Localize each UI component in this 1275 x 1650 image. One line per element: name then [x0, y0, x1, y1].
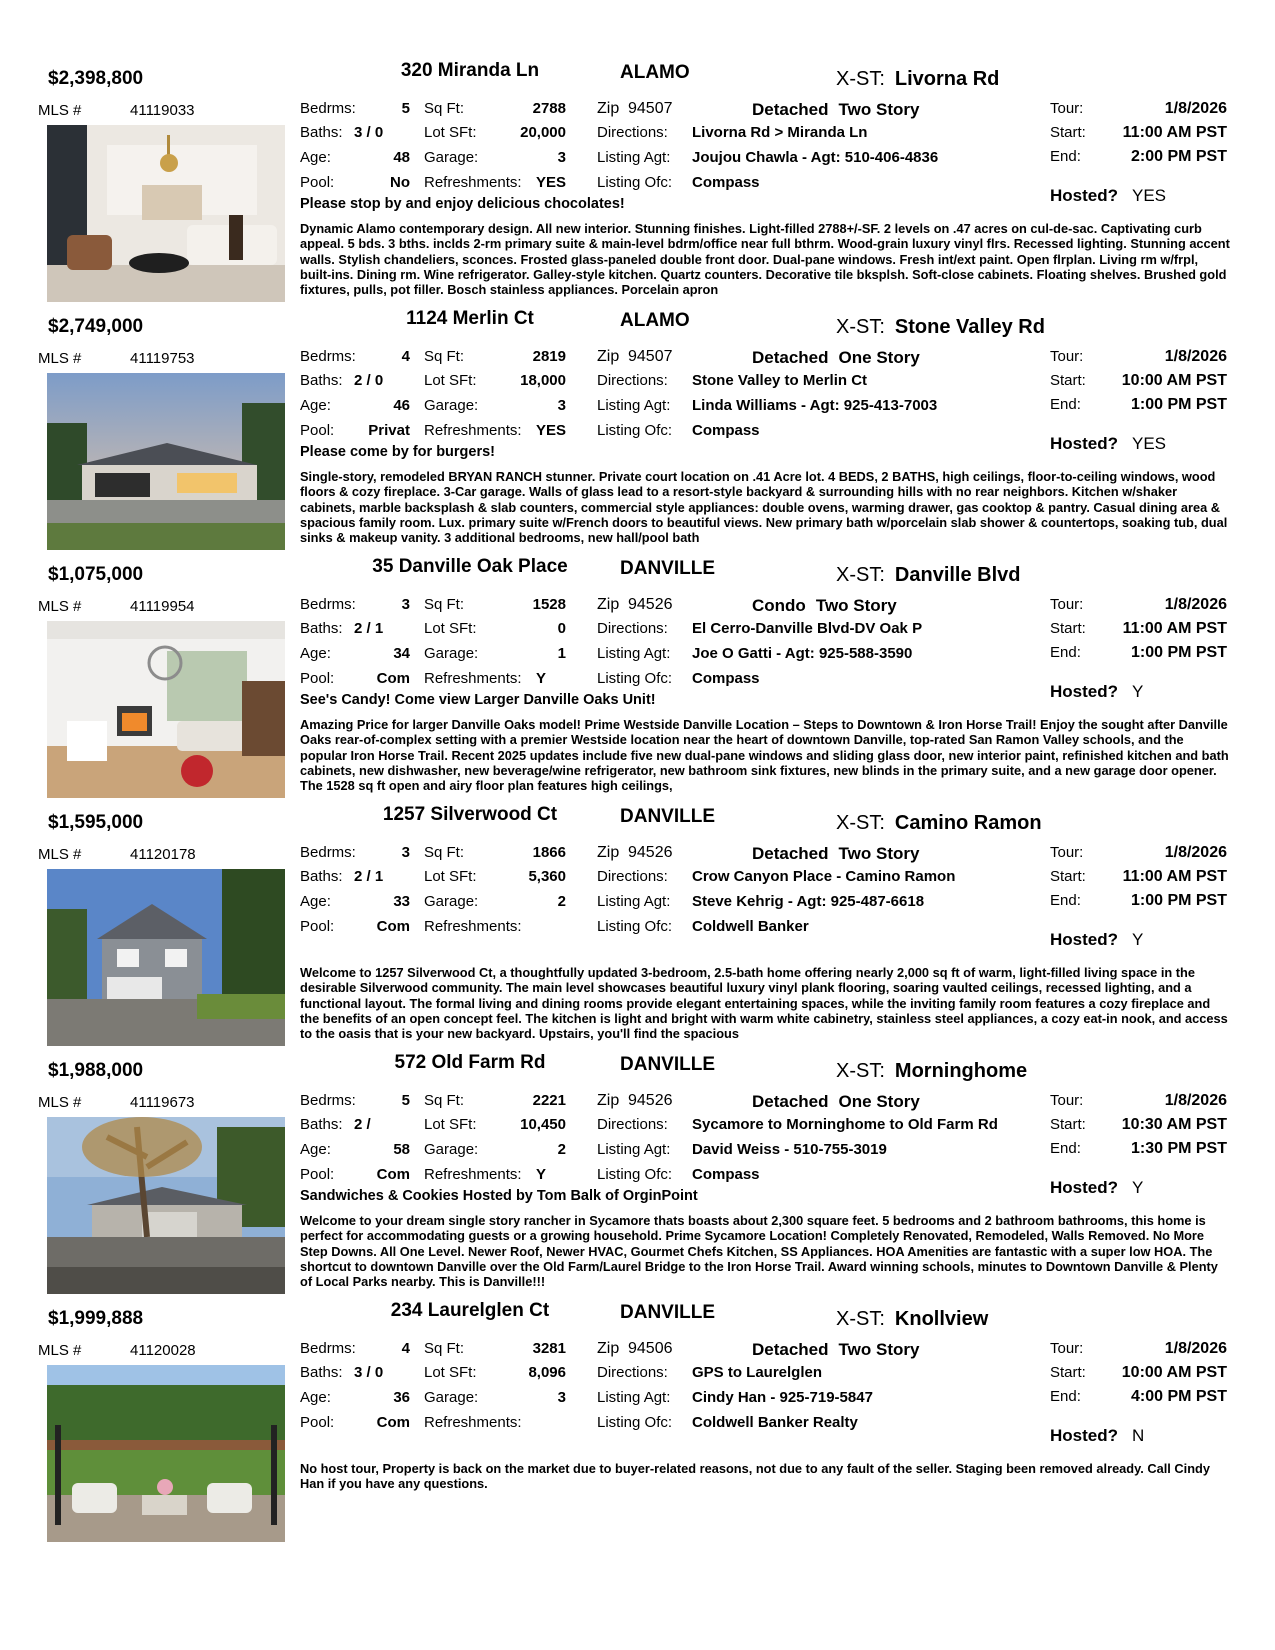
tour-date: 1/8/2026 [1164, 596, 1227, 613]
cross-street-label: X-ST: [836, 316, 885, 338]
age-value: 33 [393, 893, 410, 910]
property-type [752, 596, 897, 616]
hosted-value: Y [1132, 930, 1144, 949]
property-style: Detached [752, 1092, 829, 1111]
zip-value: 94507 [628, 348, 673, 365]
lot-sqft-label: Lot SFt: [424, 1116, 477, 1133]
sqft-label: Sq Ft: [424, 100, 465, 117]
property-type [752, 844, 919, 864]
listing-agent-label: Listing Agt: [597, 645, 671, 662]
garage-value: 3 [557, 397, 566, 414]
age-label: Age: [300, 397, 331, 414]
listing-agent-value: Linda Williams - Agt: 925-413-7003 [692, 397, 938, 414]
bedrooms-label: Bedrms: [300, 1092, 356, 1109]
end-time: 2:00 PM PST [1130, 148, 1227, 165]
refreshments-label: Refreshments: [424, 1414, 522, 1431]
tour-remark: See's Candy! Come view Larger Danville Oaks Unit! [300, 692, 656, 708]
listing-office-value: Compass [692, 422, 760, 439]
zip-value: 94507 [628, 100, 673, 117]
cross-street [836, 812, 1042, 835]
baths-value: 3 / 0 [354, 1364, 384, 1381]
garage-value: 1 [557, 645, 566, 662]
end-label: End: [1050, 1388, 1081, 1405]
tour-date: 1/8/2026 [1164, 844, 1227, 861]
property-style: Detached [752, 348, 829, 367]
property-stories: Two Story [815, 596, 897, 615]
start-label: Start: [1050, 620, 1086, 637]
age-value: 58 [393, 1141, 410, 1158]
directions-value: El Cerro-Danville Blvd-DV Oak P [692, 620, 923, 637]
sqft-value: 3281 [532, 1340, 566, 1357]
directions-value: Crow Canyon Place - Camino Ramon [692, 868, 956, 885]
listing-photo-image [47, 1117, 285, 1294]
age-label: Age: [300, 149, 331, 166]
mls-label: MLS # [38, 846, 82, 863]
pool-label: Pool: [300, 1166, 335, 1183]
listing-agent-value: Steve Kehrig - Agt: 925-487-6618 [692, 893, 925, 910]
garage-label: Garage: [424, 893, 479, 910]
baths-label: Baths: [300, 372, 343, 389]
cross-street-value: Camino Ramon [894, 812, 1042, 834]
mls-label: MLS # [38, 1094, 82, 1111]
lot-sqft-value: 0 [557, 620, 566, 637]
baths-label: Baths: [300, 1364, 343, 1381]
listing-office-value: Compass [692, 670, 760, 687]
listing-photo [47, 621, 285, 798]
listing-address: 1124 Merlin Ct [406, 308, 534, 329]
start-time: 10:00 AM PST [1121, 1364, 1227, 1381]
listing-agent-label: Listing Agt: [597, 397, 671, 414]
listing-office-label: Listing Ofc: [597, 422, 673, 439]
hosted-label: Hosted? [1050, 682, 1118, 701]
bedrooms-label: Bedrms: [300, 596, 356, 613]
directions-value: Livorna Rd > Miranda Ln [692, 124, 868, 141]
hosted-label: Hosted? [1050, 186, 1118, 205]
bedrooms-value: 4 [401, 348, 410, 365]
listing-description: Welcome to your dream single story rancher in Sycamore thats boasts about 2,300 square feet. 5 bedrooms and 2 bathroom bathrooms, this home is perfect for accommodating guests or a growing household. Prime Sycamore Location! Completely Renovated, Remodeled, Walls Removed. No More Step Downs. All One Level. Newer Roof, Newer HVAC, Gourmet Chefs Kitchen, SS Appliances. HOA Amenities are fantastic with a super low HOA. The shortcut to downtown Danville over the Old Farm/Laurel Bridge to the Iron Horse Trail. Award winning schools, minutes to Downtown Danville & Plenty of Local Parks nearby. This is Danville!!! [300, 1213, 1218, 1290]
age-value: 46 [393, 397, 410, 414]
listing-description: Dynamic Alamo contemporary design. All new interior. Stunning finishes. Light-filled 2788+/-SF. 2 levels on .47 acres on cul-de-sac. Captivating curb appeal. 5 bds. 3 bths. inclds 2-rm primary suite & main-level bdrm/office near full bthrm. Wood-grain luxury vinyl flrs. Recessed lighting. Stunning accent walls. Stylish chandeliers, sconces. Frosted glass-paneled double front door. Dual-pane windows. Fresh int/ext paint. Open flrplan. Living rm w/frpl, built-ins. Dining rm. Wine refrigerator. Galley-style kitchen. Quartz counters. Decorative tile bksplsh. Soft-close cabinets. Floating shelves. Brushed gold fixtures, pulls, pot filler. Bosch stainless appliances. Porcelain apron [300, 221, 1230, 298]
start-label: Start: [1050, 124, 1086, 141]
sqft-label: Sq Ft: [424, 1092, 465, 1109]
listing-photo [47, 373, 285, 550]
start-time: 10:30 AM PST [1121, 1116, 1227, 1133]
pool-value: Privat [368, 422, 410, 439]
lot-sqft-label: Lot SFt: [424, 372, 477, 389]
mls-number: 41120178 [130, 846, 196, 863]
property-stories: One Story [838, 348, 920, 367]
mls-label: MLS # [38, 1342, 82, 1359]
garage-label: Garage: [424, 645, 479, 662]
lot-sqft-label: Lot SFt: [424, 1364, 477, 1381]
tour-label: Tour: [1050, 1340, 1084, 1357]
listing-office-label: Listing Ofc: [597, 174, 673, 191]
bedrooms-label: Bedrms: [300, 100, 356, 117]
listing-photo-image [47, 621, 285, 798]
listing-photo [47, 1117, 285, 1294]
property-stories: One Story [838, 1092, 920, 1111]
start-time: 11:00 AM PST [1122, 868, 1227, 885]
zip-value: 94526 [628, 844, 673, 861]
listing-office-label: Listing Ofc: [597, 670, 673, 687]
listing-city: ALAMO [620, 310, 690, 331]
lot-sqft-value: 8,096 [528, 1364, 566, 1381]
start-label: Start: [1050, 1364, 1086, 1381]
refreshments-label: Refreshments: [424, 174, 522, 191]
garage-label: Garage: [424, 1389, 479, 1406]
cross-street-label: X-ST: [836, 564, 885, 586]
tour-date: 1/8/2026 [1164, 1340, 1227, 1357]
pool-label: Pool: [300, 174, 335, 191]
cross-street [836, 1060, 1027, 1083]
property-type [752, 1092, 920, 1112]
tour-label: Tour: [1050, 844, 1084, 861]
hosted-value: YES [1132, 186, 1167, 205]
listing-price: $1,999,888 [48, 1308, 144, 1329]
zip-value: 94506 [628, 1340, 673, 1357]
listing-city: DANVILLE [620, 806, 715, 827]
pool-label: Pool: [300, 918, 335, 935]
directions-value: Stone Valley to Merlin Ct [692, 372, 868, 389]
sqft-value: 1866 [532, 844, 566, 861]
lot-sqft-value: 5,360 [528, 868, 566, 885]
listing-address: 35 Danville Oak Place [372, 556, 568, 577]
listing-agent-label: Listing Agt: [597, 1141, 671, 1158]
zip-label: Zip [597, 1340, 620, 1357]
property-style: Detached [752, 1340, 829, 1359]
bedrooms-value: 4 [401, 1340, 410, 1357]
refreshments-label: Refreshments: [424, 670, 522, 687]
pool-value: Com [376, 918, 410, 935]
cross-street-value: Morninghome [894, 1060, 1028, 1082]
garage-value: 3 [557, 1389, 566, 1406]
age-label: Age: [300, 1389, 331, 1406]
listing-agent-label: Listing Agt: [597, 1389, 671, 1406]
sqft-label: Sq Ft: [424, 844, 465, 861]
directions-value: GPS to Laurelglen [692, 1364, 823, 1381]
lot-sqft-value: 10,450 [520, 1116, 566, 1133]
listing-office-value: Compass [692, 1166, 760, 1183]
directions-label: Directions: [597, 620, 668, 637]
tour-date: 1/8/2026 [1164, 348, 1227, 365]
tour-remark: Please come by for burgers! [300, 444, 496, 460]
mls-number: 41120028 [130, 1342, 196, 1359]
listing-address: 572 Old Farm Rd [394, 1052, 546, 1073]
end-time: 4:00 PM PST [1130, 1388, 1227, 1405]
sqft-label: Sq Ft: [424, 596, 465, 613]
zip-label: Zip [597, 1092, 620, 1109]
hosted-label: Hosted? [1050, 1178, 1118, 1197]
hosted-value: YES [1132, 434, 1167, 453]
tour-remark: Please stop by and enjoy delicious chocolates! [300, 196, 625, 212]
start-label: Start: [1050, 372, 1086, 389]
baths-label: Baths: [300, 620, 343, 637]
directions-label: Directions: [597, 868, 668, 885]
listing-card [0, 552, 1275, 814]
directions-label: Directions: [597, 1116, 668, 1133]
bedrooms-value: 5 [401, 1092, 410, 1109]
hosted-label: Hosted? [1050, 434, 1118, 453]
listing-description: No host tour, Property is back on the market due to buyer-related reasons, not due to any fault of the seller. Staging been removed already. Call Cindy Han if you have any questions. [300, 1461, 1210, 1492]
listing-office-value: Coldwell Banker Realty [692, 1414, 858, 1431]
zip-label: Zip [597, 348, 620, 365]
listing-card [0, 56, 1275, 318]
start-time: 10:00 AM PST [1121, 372, 1227, 389]
hosted-value: Y [1132, 1178, 1144, 1197]
age-value: 48 [393, 149, 410, 166]
baths-value: 2 / [354, 1116, 371, 1133]
refreshments-label: Refreshments: [424, 1166, 522, 1183]
bedrooms-label: Bedrms: [300, 348, 356, 365]
tour-remark: Sandwiches & Cookies Hosted by Tom Balk of OrginPoint [300, 1188, 698, 1204]
property-style: Condo [752, 596, 806, 615]
directions-label: Directions: [597, 1364, 668, 1381]
directions-value: Sycamore to Morninghome to Old Farm Rd [692, 1116, 998, 1133]
listing-office-value: Coldwell Banker [692, 918, 809, 935]
listing-office-label: Listing Ofc: [597, 918, 673, 935]
baths-value: 2 / 1 [354, 868, 384, 885]
pool-label: Pool: [300, 1414, 335, 1431]
pool-value: Com [376, 1414, 410, 1431]
sqft-value: 2788 [532, 100, 566, 117]
mls-number: 41119753 [130, 350, 195, 367]
end-label: End: [1050, 892, 1081, 909]
lot-sqft-value: 18,000 [520, 372, 566, 389]
property-type [752, 1340, 919, 1360]
sqft-label: Sq Ft: [424, 1340, 465, 1357]
age-label: Age: [300, 893, 331, 910]
cross-street [836, 1308, 988, 1331]
cross-street [836, 68, 999, 91]
lot-sqft-value: 20,000 [520, 124, 566, 141]
refreshments-value: Y [536, 670, 547, 687]
listing-price: $1,595,000 [48, 812, 144, 833]
end-time: 1:00 PM PST [1130, 644, 1227, 661]
property-type [752, 348, 920, 368]
refreshments-value: Y [536, 1166, 547, 1183]
listing-photo [47, 125, 285, 302]
property-type [752, 100, 919, 120]
mls-number: 41119033 [130, 102, 195, 119]
mls-label: MLS # [38, 102, 82, 119]
baths-value: 2 / 1 [354, 620, 384, 637]
start-label: Start: [1050, 868, 1086, 885]
listing-card [0, 1048, 1275, 1310]
age-value: 34 [393, 645, 410, 662]
zip-label: Zip [597, 596, 620, 613]
listing-description: Amazing Price for larger Danville Oaks model! Prime Westside Danville Location – Steps to Downtown & Iron Horse Trail! Enjoy the sought after Danville Oaks rear-of-complex setting with a premier Westside location near the heart of downtown Danville, top-rated San Ramon Valley schools, and the popular Iron Horse Trail. Recent 2025 updates include five new dual-pane windows and sliding glass door, new interior paint, refinished kitchen and bath cabinets, new dishwasher, new beverage/wine refrigerator, new bathroom sink fixtures, new blinds in the primary suite, and a new garage door opener. The 1528 sq ft open and airy floor plan features high ceilings, [300, 717, 1229, 794]
listing-description: Single-story, remodeled BRYAN RANCH stunner. Private court location on .41 Acre lot. 4 BEDS, 2 BATHS, high ceilings, floor-to-ceiling windows, wood floors & cozy fireplace. 3-Car garage. Walls of glass lead to a resort-style backyard & surrounding hills with no rear neighbors. Kitchen w/shaker cabinets, marble backsplash & slab counters, commercial style appliances: double ovens, warming drawer, gas cooktop & pantry. Casual dining area & spacious family room. Lux. primary suite w/French doors to beautiful views. New primary bath w/porcelain slab shower & countertops, soaking tub, dual sinks & makeup vanity. 3 additional bedrooms, new hall/pool bath [300, 469, 1228, 546]
cross-street-label: X-ST: [836, 1308, 885, 1330]
listing-photo-image [47, 125, 285, 302]
tour-label: Tour: [1050, 348, 1084, 365]
property-style: Detached [752, 844, 829, 863]
garage-value: 2 [557, 1141, 566, 1158]
zip-value: 94526 [628, 1092, 673, 1109]
property-stories: Two Story [838, 844, 920, 863]
directions-label: Directions: [597, 124, 668, 141]
cross-street-value: Stone Valley Rd [894, 316, 1045, 338]
end-time: 1:00 PM PST [1130, 396, 1227, 413]
lot-sqft-label: Lot SFt: [424, 124, 477, 141]
property-stories: Two Story [838, 1340, 920, 1359]
sqft-value: 1528 [532, 596, 566, 613]
start-time: 11:00 AM PST [1122, 124, 1227, 141]
tour-date: 1/8/2026 [1164, 1092, 1227, 1109]
property-style: Detached [752, 100, 829, 119]
garage-label: Garage: [424, 397, 479, 414]
cross-street-label: X-ST: [836, 1060, 885, 1082]
hosted-value: Y [1132, 682, 1144, 701]
tour-date: 1/8/2026 [1164, 100, 1227, 117]
mls-label: MLS # [38, 350, 82, 367]
age-label: Age: [300, 645, 331, 662]
end-label: End: [1050, 1140, 1081, 1157]
bedrooms-value: 5 [401, 100, 410, 117]
listing-photo-image [47, 1365, 285, 1542]
listing-card [0, 800, 1275, 1062]
end-time: 1:30 PM PST [1130, 1140, 1227, 1157]
pool-value: Com [376, 1166, 410, 1183]
lot-sqft-label: Lot SFt: [424, 620, 477, 637]
cross-street-label: X-ST: [836, 68, 885, 90]
baths-value: 2 / 0 [354, 372, 384, 389]
listing-photo [47, 869, 285, 1046]
cross-street-label: X-ST: [836, 812, 885, 834]
cross-street-value: Knollview [894, 1308, 989, 1330]
refreshments-label: Refreshments: [424, 422, 522, 439]
pool-value: Com [376, 670, 410, 687]
cross-street [836, 564, 1021, 587]
listing-address: 1257 Silverwood Ct [382, 804, 558, 825]
garage-value: 2 [557, 893, 566, 910]
garage-label: Garage: [424, 1141, 479, 1158]
tour-label: Tour: [1050, 1092, 1084, 1109]
listing-agent-value: David Weiss - 510-755-3019 [692, 1141, 887, 1158]
pool-value: No [390, 174, 410, 191]
mls-label: MLS # [38, 598, 82, 615]
listing-agent-value: Joujou Chawla - Agt: 510-406-4836 [692, 149, 939, 166]
bedrooms-label: Bedrms: [300, 844, 356, 861]
mls-number: 41119954 [130, 598, 195, 615]
bedrooms-value: 3 [401, 844, 410, 861]
bedrooms-value: 3 [401, 596, 410, 613]
listing-city: DANVILLE [620, 1302, 715, 1323]
pool-label: Pool: [300, 670, 335, 687]
garage-label: Garage: [424, 149, 479, 166]
zip-value: 94526 [628, 596, 673, 613]
listing-card [0, 1296, 1275, 1558]
bedrooms-label: Bedrms: [300, 1340, 356, 1357]
refreshments-value: YES [536, 174, 567, 191]
listing-address: 320 Miranda Ln [400, 60, 540, 81]
pool-label: Pool: [300, 422, 335, 439]
baths-label: Baths: [300, 868, 343, 885]
property-stories: Two Story [838, 100, 920, 119]
refreshments-label: Refreshments: [424, 918, 522, 935]
sqft-value: 2221 [532, 1092, 566, 1109]
end-label: End: [1050, 644, 1081, 661]
end-label: End: [1050, 396, 1081, 413]
listing-price: $1,075,000 [48, 564, 144, 585]
listing-description: Welcome to 1257 Silverwood Ct, a thoughtfully updated 3-bedroom, 2.5-bath home offering nearly 2,000 sq ft of warm, light-filled living space in the desirable Silverwood community. The main level showcases beautiful luxury vinyl plank flooring, soaring vaulted ceilings, recessed lighting, and a functional layout. The formal living and dining rooms provide elegant entertaining spaces, while the inviting family room features a cozy fireplace and the benefits of an open concept feel. The kitchen is light and bright with warm white cabinetry, stainless steel appliances, a cozy eat-in nook, and access to the oasis that is your new backyard. Upstairs, you'll find the spacious [300, 965, 1228, 1042]
listing-agent-label: Listing Agt: [597, 893, 671, 910]
end-time: 1:00 PM PST [1130, 892, 1227, 909]
listing-address: 234 Laurelglen Ct [390, 1300, 550, 1321]
listing-photo-image [47, 869, 285, 1046]
start-time: 11:00 AM PST [1122, 620, 1227, 637]
refreshments-value: YES [536, 422, 567, 439]
hosted-label: Hosted? [1050, 930, 1118, 949]
listing-photo-image [47, 373, 285, 550]
end-label: End: [1050, 148, 1081, 165]
age-value: 36 [393, 1389, 410, 1406]
sqft-label: Sq Ft: [424, 348, 465, 365]
age-label: Age: [300, 1141, 331, 1158]
tour-label: Tour: [1050, 100, 1084, 117]
zip-label: Zip [597, 844, 620, 861]
garage-value: 3 [557, 149, 566, 166]
zip-label: Zip [597, 100, 620, 117]
start-label: Start: [1050, 1116, 1086, 1133]
listing-agent-value: Joe O Gatti - Agt: 925-588-3590 [692, 645, 913, 662]
listing-agent-value: Cindy Han - 925-719-5847 [692, 1389, 873, 1406]
lot-sqft-label: Lot SFt: [424, 868, 477, 885]
listing-office-label: Listing Ofc: [597, 1166, 673, 1183]
baths-label: Baths: [300, 1116, 343, 1133]
listing-price: $1,988,000 [48, 1060, 144, 1081]
hosted-value: N [1132, 1426, 1145, 1445]
listing-photo [47, 1365, 285, 1542]
listing-city: DANVILLE [620, 558, 715, 579]
listing-price: $2,398,800 [48, 68, 144, 89]
mls-number: 41119673 [130, 1094, 195, 1111]
listing-agent-label: Listing Agt: [597, 149, 671, 166]
baths-value: 3 / 0 [354, 124, 384, 141]
cross-street-value: Livorna Rd [894, 68, 1000, 90]
sqft-value: 2819 [532, 348, 566, 365]
tour-label: Tour: [1050, 596, 1084, 613]
listing-office-label: Listing Ofc: [597, 1414, 673, 1431]
listing-office-value: Compass [692, 174, 760, 191]
directions-label: Directions: [597, 372, 668, 389]
listing-city: ALAMO [620, 62, 690, 83]
listing-card [0, 304, 1275, 566]
baths-label: Baths: [300, 124, 343, 141]
listing-price: $2,749,000 [48, 316, 144, 337]
cross-street [836, 316, 1045, 339]
cross-street-value: Danville Blvd [894, 564, 1021, 586]
listing-city: DANVILLE [620, 1054, 715, 1075]
hosted-label: Hosted? [1050, 1426, 1118, 1445]
